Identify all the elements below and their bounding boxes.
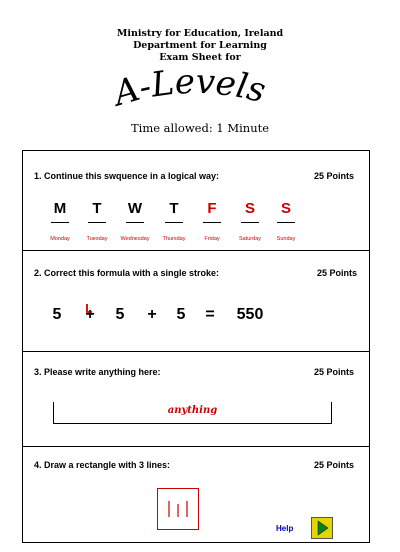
sequence-letter: F bbox=[207, 200, 217, 217]
formula-item: 550 bbox=[236, 306, 264, 323]
sequence-day-label: Sunday bbox=[276, 236, 296, 242]
question-4-points: 25 Points bbox=[313, 460, 354, 470]
sequence-day-label: Tuesday bbox=[86, 236, 108, 242]
help-link[interactable]: Help bbox=[276, 524, 294, 533]
department-line: Department for Learning bbox=[133, 40, 267, 51]
sequence-letter: M bbox=[53, 200, 67, 217]
ministry-line: Ministry for Education, Ireland bbox=[116, 28, 284, 39]
question-2-points: 25 Points bbox=[316, 268, 357, 278]
formula-item: 5 bbox=[115, 306, 125, 323]
question-4-text: 4. Draw a rectangle with 3 lines: bbox=[34, 460, 171, 470]
sequence-day-label: Thursday bbox=[162, 236, 186, 242]
formula-item: 5 bbox=[52, 306, 62, 323]
sequence-day-label: Friday bbox=[204, 236, 220, 242]
sequence-letter: T bbox=[169, 200, 179, 217]
rectangle-answer-box bbox=[157, 488, 199, 530]
question-1-text: 1. Continue this swquence in a logical way: bbox=[34, 171, 220, 181]
title-textpath: A-Levels bbox=[109, 66, 270, 115]
answer-anything: anything bbox=[167, 405, 218, 416]
sequence-letter: S bbox=[244, 200, 255, 217]
question-1-points: 25 Points bbox=[313, 171, 354, 181]
formula-item: + bbox=[147, 306, 157, 323]
three-lines-drawing bbox=[158, 489, 198, 529]
sequence-letter: T bbox=[92, 200, 102, 217]
question-3-text: 3. Please write anything here: bbox=[34, 367, 161, 377]
time-allowed: Time allowed: 1 Minute bbox=[130, 121, 270, 135]
sequence-day-label: Monday bbox=[50, 236, 70, 242]
question-2-text: 2. Correct this formula with a single stroke: bbox=[34, 268, 220, 278]
sequence-letter: W bbox=[127, 200, 143, 217]
sequence-day-label: Wednesday bbox=[120, 236, 150, 242]
formula-item: = bbox=[205, 306, 215, 323]
next-button[interactable] bbox=[311, 517, 333, 539]
question-3-points: 25 Points bbox=[313, 367, 354, 377]
play-triangle-icon bbox=[312, 518, 332, 538]
formula-item: + bbox=[85, 306, 95, 323]
sequence-day-label: Saturday bbox=[238, 236, 261, 242]
sequence-letter: S bbox=[280, 200, 291, 217]
exam-sheet-line: Exam Sheet for bbox=[159, 52, 241, 63]
correction-stroke bbox=[84, 303, 94, 315]
formula-item: 5 bbox=[176, 306, 186, 323]
